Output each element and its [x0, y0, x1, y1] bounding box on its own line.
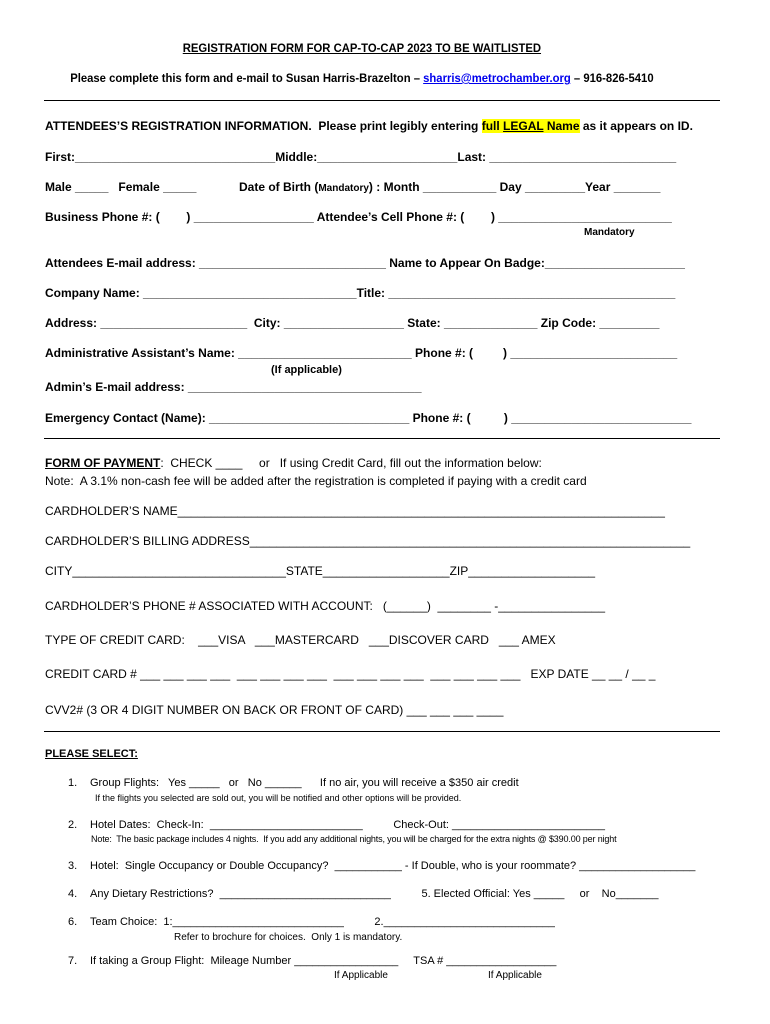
- attendee-intro: [45, 120, 693, 132]
- credit-fee-note: Note: A 3.1% non-cash fee will be added after the registration is completed if paying with a credit card: [45, 474, 587, 488]
- dob-inputs: ) : Month ___________ Day _________Year _______: [368, 180, 661, 194]
- dob-label: Date of Birth (: [239, 180, 319, 194]
- admin-if-applicable: (If applicable): [271, 364, 342, 376]
- item-number: 3.: [68, 860, 78, 872]
- payment-options: : CHECK ____ or If using Credit Card, fill out the information below:: [160, 456, 542, 470]
- email-badge-fields[interactable]: Attendees E-mail address: ____________________________ Name to Appear On Badge:_____________________: [45, 256, 685, 270]
- tsa-if-applicable: If Applicable: [488, 970, 542, 981]
- hotel-package-note: Note: The basic package includes 4 nights. If you add any additional nights, you will be charged for the extra nights @ $390.00 per night: [91, 834, 617, 844]
- select-divider: [44, 731, 720, 732]
- subtitle-text: Please complete this form and e-mail to Susan Harris-Brazelton –: [70, 71, 424, 85]
- item-number: 2.: [68, 819, 78, 831]
- item-number: 4.: [68, 888, 78, 900]
- attendee-intro-text: ATTENDEES’S REGISTRATION INFORMATION. Please print legibly entering: [45, 119, 482, 133]
- card-type-options[interactable]: TYPE OF CREDIT CARD: ___VISA ___MASTERCARD ___DISCOVER CARD ___ AMEX: [45, 633, 556, 647]
- mileage-tsa-fields[interactable]: If taking a Group Flight: Mileage Number _________________ TSA # __________________: [90, 955, 557, 967]
- name-fields[interactable]: First:______________________________Middle:_____________________Last: ____________________________: [45, 150, 677, 164]
- highlight-name: Name: [543, 119, 580, 133]
- team-choice-field[interactable]: Team Choice: 1:____________________________ 2.____________________________: [90, 916, 555, 928]
- gender-fields[interactable]: Male _____ Female _____: [45, 180, 197, 194]
- hotel-dates-field[interactable]: Hotel Dates: Check-In: _________________________ Check-Out: _________________________: [90, 819, 605, 831]
- attendee-intro-end: as it appears on ID.: [579, 119, 693, 133]
- flights-note: If the flights you selected are sold out, you will be notified and other options will be provided.: [95, 793, 462, 803]
- billing-address-field[interactable]: CARDHOLDER’S BILLING ADDRESS__________________________________________________________________: [45, 534, 691, 548]
- cvv-field[interactable]: CVV2# (3 OR 4 DIGIT NUMBER ON BACK OR FRONT OF CARD) ___ ___ ___ ____: [45, 703, 504, 717]
- hotel-occupancy-field[interactable]: Hotel: Single Occupancy or Double Occupancy? ___________ - If Double, who is your roommate? ___________________: [90, 860, 696, 872]
- form-subtitle: [0, 72, 724, 84]
- item-number: 6.: [68, 916, 78, 928]
- cardholder-phone-field[interactable]: CARDHOLDER’S PHONE # ASSOCIATED WITH ACCOUNT: (______) ________ -________________: [45, 599, 606, 613]
- dietary-elected-fields[interactable]: Any Dietary Restrictions? ____________________________ 5. Elected Official: Yes _____ or No_______: [90, 888, 659, 900]
- highlight-legal: LEGAL: [503, 119, 544, 133]
- group-flights-field[interactable]: Group Flights: Yes _____ or No ______ If no air, you will receive a $350 air credit: [90, 777, 519, 789]
- address-fields[interactable]: Address: ______________________ City: __________________ State: ______________ Zip Code: _________: [45, 316, 660, 330]
- card-number-field[interactable]: CREDIT CARD # ___ ___ ___ ___ ___ ___ ___ ___ ___ ___ ___ ___ ___ ___ ___ ___ EXP DATE __ __ / __ _: [45, 667, 656, 681]
- cardholder-name-field[interactable]: CARDHOLDER’S NAME_________________________________________________________________________: [45, 504, 665, 518]
- highlight-full: full: [481, 119, 504, 133]
- contact-email-link[interactable]: sharris@metrochamber.org: [423, 71, 571, 85]
- company-title-fields[interactable]: Company Name: ________________________________Title: ___________________________________________: [45, 286, 676, 300]
- payment-divider: [44, 438, 720, 439]
- dob-fields[interactable]: [239, 181, 660, 194]
- emergency-contact-fields[interactable]: Emergency Contact (Name): ______________________________ Phone #: ( ) ___________________________: [45, 411, 692, 425]
- item-number: 7.: [68, 955, 78, 967]
- top-divider: [44, 100, 720, 101]
- team-choice-note: Refer to brochure for choices. Only 1 is mandatory.: [174, 932, 403, 943]
- form-title: REGISTRATION FORM FOR CAP-TO-CAP 2023 TO BE WAITLISTED: [182, 41, 542, 55]
- cell-mandatory-note: Mandatory: [584, 227, 635, 238]
- payment-label: FORM OF PAYMENT: [45, 456, 161, 470]
- admin-email-field[interactable]: Admin’s E-mail address: ___________________________________: [45, 380, 422, 394]
- phone-fields[interactable]: Business Phone #: ( ) __________________ Attendee’s Cell Phone #: ( ) __________________________: [45, 210, 672, 224]
- mileage-if-applicable: If Applicable: [334, 970, 388, 981]
- subtitle-phone: – 916-826-5410: [570, 71, 654, 85]
- city-state-zip-fields[interactable]: CITY________________________________STATE___________________ZIP___________________: [45, 564, 596, 578]
- please-select-heading: PLEASE SELECT:: [45, 748, 138, 760]
- item-number: 1.: [68, 777, 78, 789]
- admin-assistant-fields[interactable]: Administrative Assistant’s Name: __________________________ Phone #: ( ) _________________________: [45, 346, 678, 360]
- dob-mandatory: Mandatory: [318, 183, 369, 194]
- payment-method-line[interactable]: [45, 457, 542, 469]
